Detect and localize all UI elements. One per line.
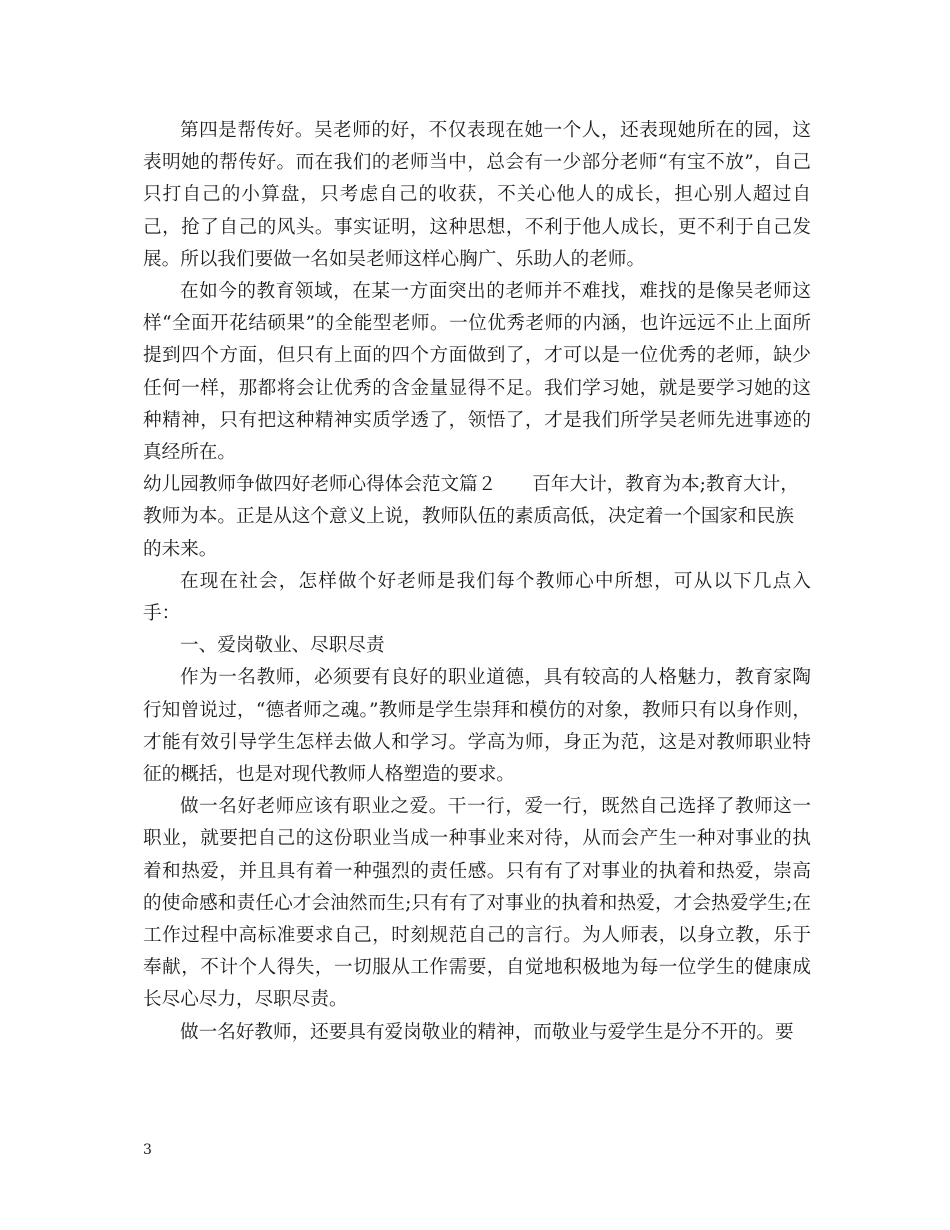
paragraph-how-to-be-good-teacher: 在现在社会，怎样做个好老师是我们每个教师心中所想，可从以下几点入手： — [143, 570, 811, 625]
section-intro: 百年大计，教育为本;教育大计，教师为本。正是从这个意义上说，教师队伍的素质高低，决定着一个国家和民族的未来。 — [143, 474, 799, 560]
section-heading-paragraph — [143, 469, 811, 566]
section-title: 幼儿园教师争做四好老师心得体会范文篇２ — [143, 474, 497, 496]
body-text — [143, 115, 811, 1049]
subheading-dedication: 一、爱岗敬业、尽职尽责 — [180, 635, 385, 657]
paragraph-help-pass-on: 第四是帮传好。吴老师的好，不仅表现在她一个人，还表现她所在的园，这表明她的帮传好。而在我们的老师当中，总会有一少部分老师“有宝不放”，自己只打自己的小算盘，只考虑自己的收获，不关心他人的成长，担心别人超过自己，抢了自己的风头。事实证明，这种思想，不利于他人成长，更不利于自己发展。所以我们要做一名如吴老师这样心胸广、乐助人的老师。 — [143, 120, 811, 270]
paragraph-dedication-spirit: 做一名好教师，还要具有爱岗敬业的精神，而敬业与爱学生是分不开的。要 — [180, 1021, 794, 1043]
paragraph-all-round-teacher: 在如今的教育领域，在某一方面突出的老师并不难找，难找的是像吴老师这样“全面开花结硕果”的全能型老师。一位优秀老师的内涵，也许远远不止上面所提到四个方面，但只有上面的四个方面做到了，才可以是一位优秀的老师，缺少任何一样，那都将会让优秀的含金量显得不足。我们学习她，就是要学习她的这种精神，只有把这种精神实质学透了，领悟了，才是我们所学吴老师先进事迹的真经所在。 — [143, 281, 811, 464]
paragraph-love-of-profession: 做一名好老师应该有职业之爱。干一行，爱一行，既然自己选择了教师这一职业，就要把自己的这份职业当成一种事业来对待，从而会产生一种对事业的执着和热爱，并且具有着一种强烈的责任感。只有有了对事业的执着和热爱，崇高的使命感和责任心才会油然而生;只有有了对事业的执着和热爱，才会热爱学生;在工作过程中高标准要求自己，时刻规范自己的言行。为人师表，以身立教，乐于奉献，不计个人得失，一切服从工作需要，自觉地积极地为每一位学生的健康成长尽心尽力，尽职尽责。 — [143, 796, 811, 1011]
paragraph-professional-ethics: 作为一名教师，必须要有良好的职业道德，具有较高的人格魅力，教育家陶行知曾说过，“德者师之魂。”教师是学生崇拜和模仿的对象，教师只有以身作则，才能有效引导学生怎样去做人和学习。学高为师，身正为范，这是对教师职业特征的概括，也是对现代教师人格塑造的要求。 — [143, 667, 811, 786]
page-number: 3 — [143, 1142, 152, 1158]
